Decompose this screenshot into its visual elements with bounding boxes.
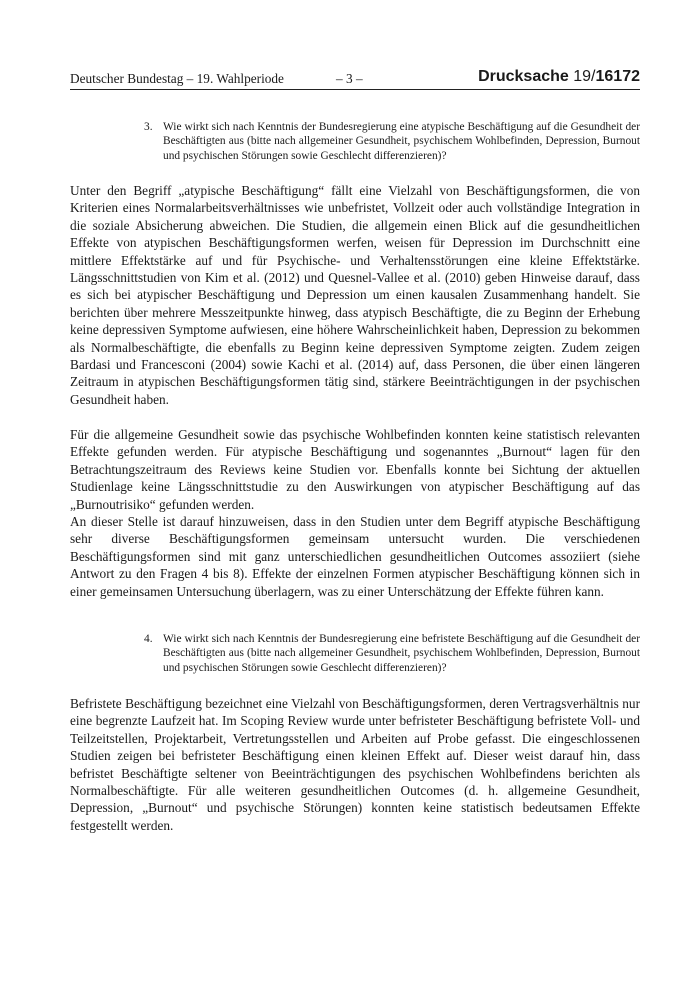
answer-3-paragraph-2: Für die allgemeine Gesundheit sowie das psychische Wohlbefinden konnten keine statistisch relevanten Effekte gefunden werden. Für atypische Beschäftigung und sogenanntes „Burnout“ lagen für den Betrachtungszeitraum des Reviews keine Studien vor. Ebenfalls konnte bei Sichtung der aktuellen Studienlage keine Längsschnittstudie zu den Auswirkungen von atypischer Beschäftigung auf das „Burnoutrisiko“ gefunden werden. [70,427,640,512]
header-page-number: – 3 – [336,71,363,86]
header-doc-period: 19/ [573,68,596,85]
answer-3-paragraph-3: An dieser Stelle ist darauf hinzuweisen, dass in den Studien unter dem Begriff atypische Beschäftigung sehr diverse Beschäftigungsformen gemeinsam untersucht wurden. Die verschiedenen Beschäftigungsformen sind mit ganz unterschiedlichen gesundheitlichen Outcomes assoziiert (siehe Antwort zu den Fragen 4 bis 8). Effekte der einzelnen Formen atypischer Beschäftigung können sich in einer gemeinsamen Untersuchung überlagern, was zu einer Unterschätzung der Effekte führen kann. [70,514,640,599]
page-header [70,68,640,90]
header-document-number [478,68,640,86]
header-doc-prefix: Drucksache [478,68,574,85]
question-4-text: Wie wirkt sich nach Kenntnis der Bundesregierung eine befristete Beschäftigung auf die Gesundheit der Beschäftigten aus (bitte nach allgemeiner Gesundheit, psychischem Wohlbefinden, Depression, Burnout und psychischen Störungen sowie Geschlecht differenzieren)? [163,633,640,674]
question-4 [144,632,640,675]
question-4-number: 4. [144,633,153,645]
header-doc-id: 16172 [595,68,640,85]
question-3-number: 3. [144,121,153,133]
header-parliament: Deutscher Bundestag – 19. Wahlperiode [70,71,284,86]
question-3-text: Wie wirkt sich nach Kenntnis der Bundesregierung eine atypische Beschäftigung auf die Gesundheit der Beschäftigten aus (bitte nach allgemeiner Gesundheit, psychischem Wohlbefinden, Depression, Burnout und psychischen Störungen sowie Geschlecht differenzieren)? [163,121,640,162]
question-3 [144,120,640,163]
header-rule [70,89,640,90]
answer-4-paragraph-1: Befristete Beschäftigung bezeichnet eine Vielzahl von Beschäftigungsformen, deren Vertragsverhältnis nur eine begrenzte Laufzeit hat. Im Scoping Review wurde unter befristeter Beschäftigung befristete Voll- und Teilzeitstellen, Projektarbeit, Vertretungsstellen und Arbeiten auf Probe gefasst. Die eingeschlossenen Studien zeigen bei befristeter Beschäftigung einen kleinen Effekt auf. Dieser weist darauf hin, dass befristet Beschäftigte seltener von Beeinträchtigungen des psychischen Wohlbefindens berichten als Normalbeschäftigte. Für alle weiteren gesundheitlichen Outcomes (d. h. allgemeine Gesundheit, Depression, „Burnout“ und psychische Störungen) konnten keine statistisch bedeutsamen Effekte festgestellt werden. [70,696,640,833]
answer-3-paragraph-1: Unter den Begriff „atypische Beschäftigung“ fällt eine Vielzahl von Beschäftigungsformen, die von Kriterien eines Normalarbeitsverhältnisses wie unbefristet, Vollzeit oder auch vollständige Integration in die soziale Absicherung abweichen. Die Studien, die allgemein einen Blick auf die gesundheitlichen Effekte von atypischen Beschäftigungsformen werfen, weisen für Depression im Durchschnitt eine mittlere Effektstärke auf und für Psychische- und Verhaltensstörungen eine kleine Effektstärke. Längsschnittstudien von Kim et al. (2012) und Quesnel-Vallee et al. (2010) geben Hinweise darauf, dass es sich bei atypischer Beschäftigung und Depression um einen kausalen Zusammenhang handelt. Sie berichten über mehrere Messzeitpunkte hinweg, dass atypisch Beschäftigte, die zu Beginn der Erhebung keine depressiven Symptome aufwiesen, eine höhere Wahrscheinlichkeit haben, Depression zu bekommen als Normalbeschäftigte, die ebenfalls zu Beginn keine depressiven Symptome zeigten. Zudem zeigen Bardasi und Francesconi (2004) sowie Kachi et al. (2014) auf, dass Personen, die über einen längeren Zeitraum in atypischen Beschäftigungsformen tätig sind, stärkere Beeinträchtigungen in der psychischen Gesundheit haben. [70,183,640,407]
